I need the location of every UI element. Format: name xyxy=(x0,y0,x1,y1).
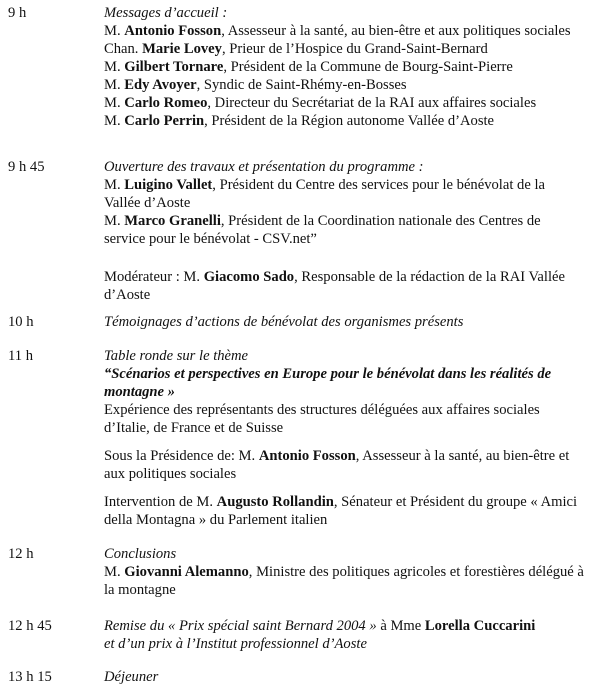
speaker-name: Marco Granelli xyxy=(124,213,221,229)
speaker-name: Gilbert Tornare xyxy=(124,59,224,75)
time-label: 12 h xyxy=(8,546,34,562)
section-heading: Ouverture des travaux et présentation du programme : xyxy=(104,159,424,175)
speaker-line xyxy=(104,58,584,76)
speaker-role: , Directeur du Secrétariat de la RAI aux affaires sociales xyxy=(207,95,537,111)
speaker-role: , Président de la Commune de Bourg-Saint-Pierre xyxy=(223,59,513,75)
speaker-role: , Président de la Coordination nationale des Centres de service pour le bénévolat - CSV.net” xyxy=(104,213,541,247)
speaker-role: , Ministre des politiques agricoles et forestières délégué à la montagne xyxy=(104,564,584,598)
speaker-name: Antonio Fosson xyxy=(124,23,222,39)
section-heading: Déjeuner xyxy=(104,669,159,685)
block-content xyxy=(104,313,584,331)
speaker-title: M. xyxy=(104,23,125,39)
block-content xyxy=(104,545,584,599)
presidence-title: Sous la Présidence de: M. xyxy=(104,448,259,464)
speaker-name: Marie Lovey xyxy=(142,41,222,57)
section-heading: Table ronde sur le thème xyxy=(104,348,249,364)
moderator-line xyxy=(104,268,584,304)
speaker-title: M. xyxy=(104,177,125,193)
block-content xyxy=(104,668,584,686)
award-to: à Mme xyxy=(376,618,425,634)
intervention-title: Intervention de M. xyxy=(104,494,217,510)
moderator-role: , Responsable de la rédaction de la RAI Vallée d’Aoste xyxy=(104,269,565,303)
block-content xyxy=(104,4,584,130)
speaker-line xyxy=(104,76,584,94)
section-heading: Conclusions xyxy=(104,546,177,562)
speaker-line xyxy=(104,22,584,40)
award-prize-name: « Prix spécial saint Bernard 2004 » xyxy=(168,618,377,634)
speaker-title: M. xyxy=(104,59,125,75)
roundtable-theme: “Scénarios et perspectives en Europe pour le bénévolat dans les réalités de montagne » xyxy=(104,366,552,400)
time-label: 9 h 45 xyxy=(8,159,45,175)
speaker-title: M. xyxy=(104,213,125,229)
speaker-title: M. xyxy=(104,564,125,580)
award-intro: Remise du xyxy=(104,618,169,634)
presidence-line xyxy=(104,447,584,483)
section-heading: Témoignages d’actions de bénévolat des organismes présents xyxy=(104,314,464,330)
speaker-title: M. xyxy=(104,113,125,129)
block-content xyxy=(104,617,584,653)
presidence-role: , Assesseur à la santé, au bien-être et aux politiques sociales xyxy=(104,448,570,482)
speaker-role: , Président du Centre des services pour le bénévolat de la Vallée d’Aoste xyxy=(104,177,545,211)
intervention-role: , Sénateur et Président du groupe « Amici della Montagna » du Parlement italien xyxy=(104,494,578,528)
time-label: 10 h xyxy=(8,314,34,330)
speaker-title: M. xyxy=(104,77,125,93)
speaker-title: Chan. xyxy=(104,41,143,57)
time-label: 13 h 15 xyxy=(8,669,52,685)
award-line xyxy=(104,617,584,635)
speaker-line xyxy=(104,563,584,599)
speaker-role: , Président de la Région autonome Vallée d’Aoste xyxy=(204,113,495,129)
block-content xyxy=(104,347,584,529)
speaker-name: Giovanni Alemanno xyxy=(124,564,249,580)
intervention-line xyxy=(104,493,584,529)
speaker-line xyxy=(104,40,584,58)
time-label: 12 h 45 xyxy=(8,618,52,634)
block-content xyxy=(104,158,584,304)
speaker-name: Luigino Vallet xyxy=(124,177,213,193)
intervention-name: Augusto Rollandin xyxy=(216,494,334,510)
speaker-line xyxy=(104,212,584,248)
speaker-line xyxy=(104,176,584,212)
speaker-role: , Prieur de l’Hospice du Grand-Saint-Bernard xyxy=(221,41,488,57)
award-second-prize: et d’un prix à l’Institut professionnel d’Aoste xyxy=(104,636,367,652)
moderator-title: Modérateur : M. xyxy=(104,269,204,285)
time-label: 9 h xyxy=(8,5,27,21)
award-recipient: Lorella Cuccarini xyxy=(424,618,536,634)
presidence-name: Antonio Fosson xyxy=(258,448,356,464)
roundtable-description: Expérience des représentants des structures déléguées aux affaires sociales d’Italie, de France et de Suisse xyxy=(104,402,540,436)
speaker-line xyxy=(104,94,584,112)
speaker-role: , Assesseur à la santé, au bien-être et aux politiques sociales xyxy=(221,23,571,39)
speaker-title: M. xyxy=(104,95,125,111)
speaker-name: Carlo Romeo xyxy=(124,95,208,111)
moderator-name: Giacomo Sado xyxy=(203,269,295,285)
speaker-name: Edy Avoyer xyxy=(124,77,197,93)
time-label: 11 h xyxy=(8,348,33,364)
section-heading: Messages d’accueil : xyxy=(104,5,228,21)
speaker-role: , Syndic de Saint-Rhémy-en-Bosses xyxy=(196,77,407,93)
speaker-line xyxy=(104,112,584,130)
speaker-name: Carlo Perrin xyxy=(124,113,205,129)
